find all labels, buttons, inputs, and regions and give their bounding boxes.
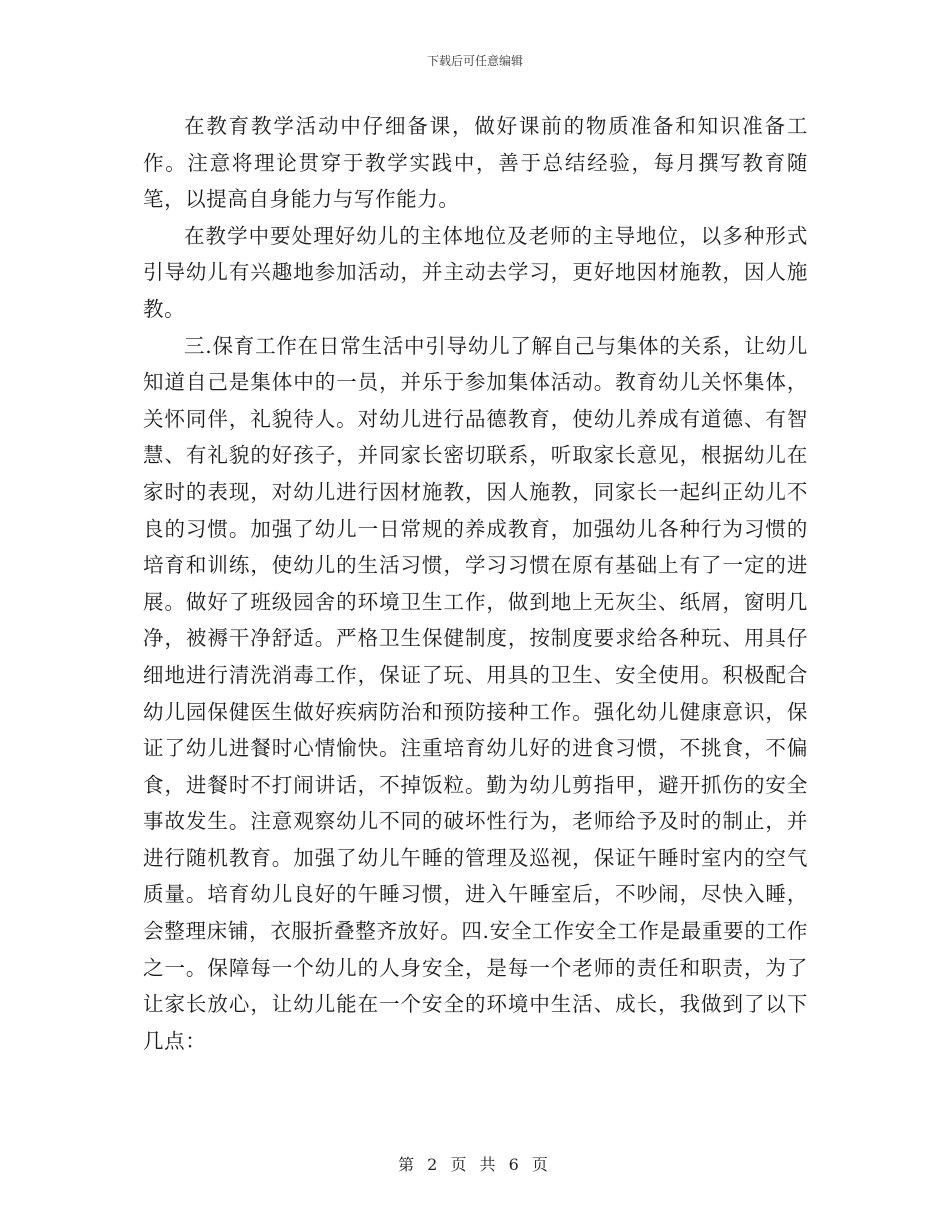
paragraph-teaching-role: 在教学中要处理好幼儿的主体地位及老师的主导地位，以多种形式引导幼儿有兴趣地参加活动，并主动去学习，更好地因材施教，因人施教。	[143, 223, 808, 321]
page-header: 下载后可任意编辑	[426, 54, 523, 68]
paragraph-lesson-prep: 在教育教学活动中仔细备课，做好课前的物质准备和知识准备工作。注意将理论贯穿于教学实践中，善于总结经验，每月撰写教育随笔，以提高自身能力与写作能力。	[143, 114, 808, 212]
page-number-footer: 第 2 页 共 6 页	[398, 1155, 552, 1174]
paragraph-care-and-safety: 三.保育工作在日常生活中引导幼儿了解自己与集体的关系，让幼儿知道自己是集体中的一员，并乐于参加集体活动。教育幼儿关怀集体，关怀同伴，礼貌待人。对幼儿进行品德教育，使幼儿养成有道德、有智慧、有礼貌的好孩子，并同家长密切联系，听取家长意见，根据幼儿在家时的表现，对幼儿进行因材施教，因人施教，同家长一起纠正幼儿不良的习惯。加强了幼儿一日常规的养成教育，加强幼儿各种行为习惯的培育和训练，使幼儿的生活习惯，学习习惯在原有基础上有了一定的进展。做好了班级园舍的环境卫生工作，做到地上无灰尘、纸屑，窗明几净，被褥干净舒适。严格卫生保健制度，按制度要求给各种玩、用具仔细地进行清洗消毒工作，保证了玩、用具的卫生、安全使用。积极配合幼儿园保健医生做好疾病防治和预防接种工作。强化幼儿健康意识，保证了幼儿进餐时心情愉快。注重培育幼儿好的进食习惯，不挑食，不偏食，进餐时不打闹讲话，不掉饭粒。勤为幼儿剪指甲，避开抓伤的安全事故发生。注意观察幼儿不同的破坏性行为，老师给予及时的制止，并进行随机教育。加强了幼儿午睡的管理及巡视，保证午睡时室内的空气质量。培育幼儿良好的午睡习惯，进入午睡室后，不吵闹，尽快入睡，会整理床铺，衣服折叠整齐放好。四.安全工作安全工作是最重要的工作之一。保障每一个幼儿的人身安全，是每一个老师的责任和职责，为了让家长放心，让幼儿能在一个安全的环境中生活、成长，我做到了以下几点：	[143, 333, 808, 1053]
document-body	[143, 108, 808, 1059]
